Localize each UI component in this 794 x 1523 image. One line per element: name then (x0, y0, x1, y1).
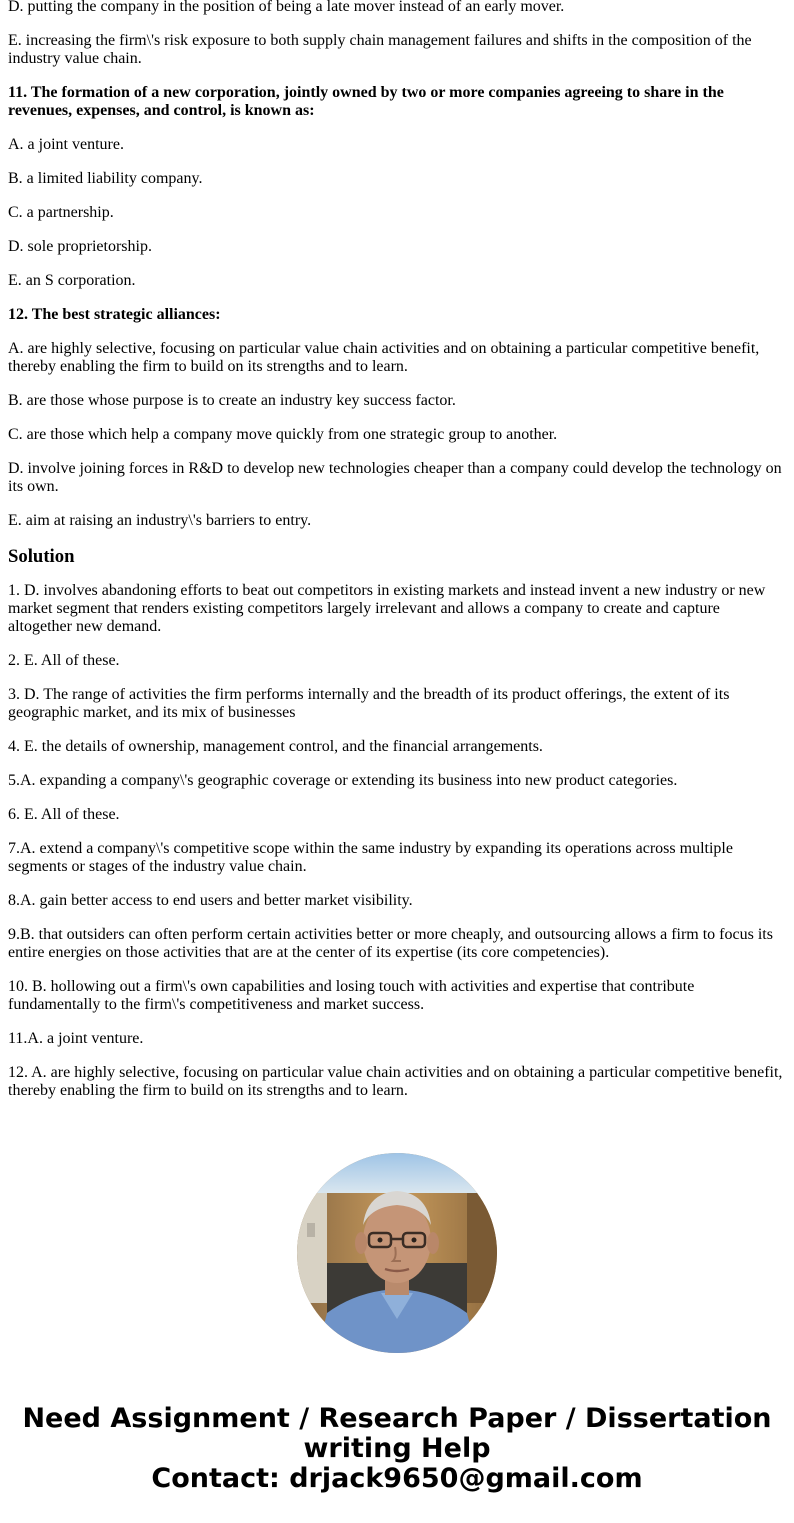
q11-option-a: A. a joint venture. (8, 136, 124, 153)
q12-option-d: D. involve joining forces in R&D to develop new technologies cheaper than a company could develop the technology on its own. (8, 460, 782, 495)
answer-9: 9.B. that outsiders can often perform certain activities better or more cheaply, and outsourcing allows a firm to focus its entire energies on those activities that are at the center of its expertise (its core competencies). (8, 926, 773, 961)
contact-banner-line-1: Need Assignment / Research Paper / Dissertation (22, 1403, 772, 1434)
answer-3: 3. D. The range of activities the firm performs internally and the breadth of its product offerings, the extent of its geographic market, and its mix of businesses (8, 686, 730, 721)
answer-2: 2. E. All of these. (8, 652, 120, 669)
q12-option-e: E. aim at raising an industry\'s barriers to entry. (8, 512, 312, 529)
contact-banner (0, 1404, 794, 1494)
contact-banner-line-2: writing Help (303, 1433, 491, 1464)
q12-option-a: A. are highly selective, focusing on particular value chain activities and on obtaining a particular competitive benefit, thereby enabling the firm to build on its strengths and to learn. (8, 340, 760, 375)
q11-option-b: B. a limited liability company. (8, 170, 203, 187)
q11-option-d: D. sole proprietorship. (8, 238, 152, 255)
answer-10: 10. B. hollowing out a firm\'s own capabilities and losing touch with activities and expertise that contribute fundamentally to the firm\'s competitiveness and market success. (8, 978, 695, 1013)
q11-option-c: C. a partnership. (8, 204, 114, 221)
q12-option-c: C. are those which help a company move quickly from one strategic group to another. (8, 426, 558, 443)
q11-option-e: E. an S corporation. (8, 272, 136, 289)
contact-email: Contact: drjack9650@gmail.com (151, 1463, 643, 1494)
avatar (297, 1153, 497, 1353)
question-11-prompt: 11. The formation of a new corporation, jointly owned by two or more companies agreeing to share in the revenues, expenses, and control, is known as: (8, 84, 724, 119)
q10-option-e: E. increasing the firm\'s risk exposure to both supply chain management failures and shifts in the composition of the industry value chain. (8, 32, 752, 67)
answer-4: 4. E. the details of ownership, management control, and the financial arrangements. (8, 738, 543, 755)
document-body (8, 0, 786, 1116)
answer-6: 6. E. All of these. (8, 806, 120, 823)
avatar-portrait-image (297, 1153, 497, 1353)
answer-12: 12. A. are highly selective, focusing on particular value chain activities and on obtaining a particular competitive benefit, thereby enabling the firm to build on its strengths and to learn. (8, 1064, 783, 1099)
answer-8: 8.A. gain better access to end users and better market visibility. (8, 892, 413, 909)
q12-option-b: B. are those whose purpose is to create an industry key success factor. (8, 392, 456, 409)
answer-11: 11.A. a joint venture. (8, 1030, 144, 1047)
question-12-prompt: 12. The best strategic alliances: (8, 306, 221, 323)
answer-5: 5.A. expanding a company\'s geographic coverage or extending its business into new product categories. (8, 772, 678, 789)
solution-heading: Solution (8, 546, 75, 567)
q10-option-d: D. putting the company in the position of being a late mover instead of an early mover. (8, 0, 565, 15)
answer-7: 7.A. extend a company\'s competitive scope within the same industry by expanding its operations across multiple segments or stages of the industry value chain. (8, 840, 733, 875)
answer-1: 1. D. involves abandoning efforts to beat out competitors in existing markets and instead invent a new industry or new market segment that renders existing competitors largely irrelevant and allows a company to create and capture altogether new demand. (8, 582, 766, 635)
